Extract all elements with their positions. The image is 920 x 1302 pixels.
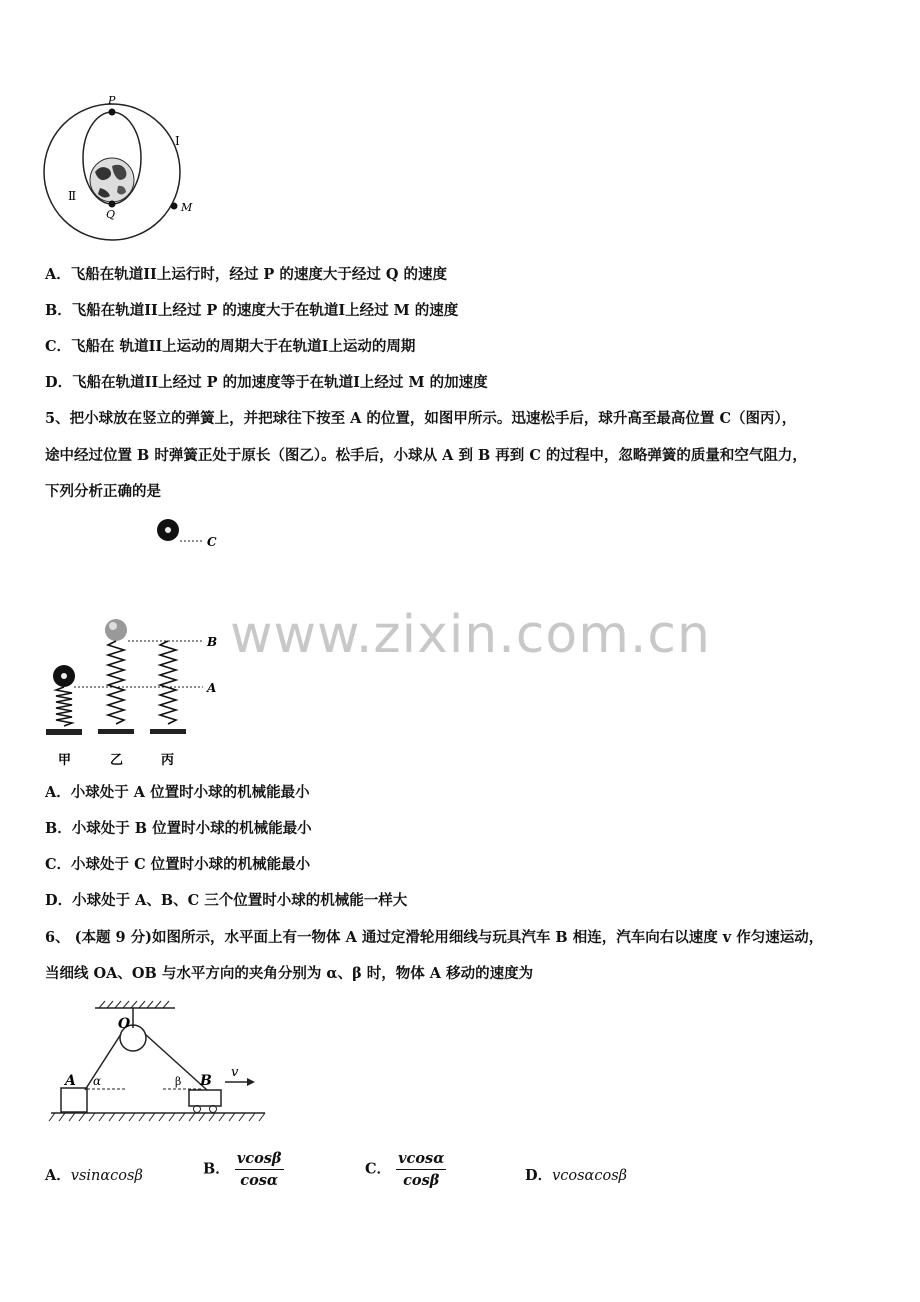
q5-stem-line-2: 途中经过位置 B 时弹簧正处于原长（图乙）。松手后，小球从 A 到 B 再到 C 的过程中，忽略弹簧的质量和空气阻力， bbox=[45, 447, 807, 464]
q4-option-a: A．飞船在轨道II上运行时，经过 P 的速度大于经过 Q 的速度 bbox=[45, 266, 448, 283]
q5-stem-line-3: 下列分析正确的是 bbox=[45, 483, 161, 500]
label-q: Q bbox=[106, 208, 116, 221]
q5-option-b: B．小球处于 B 位置时小球的机械能最小 bbox=[45, 820, 312, 837]
q6-option-a: A．vsinαcosβ bbox=[45, 1167, 143, 1184]
label-c: C bbox=[207, 535, 217, 549]
label-v: v bbox=[231, 1065, 239, 1080]
label-beta: β bbox=[175, 1075, 182, 1088]
q5-option-d: D．小球处于 A、B、C 三个位置时小球的机械能一样大 bbox=[45, 892, 408, 909]
label-bing: 丙 bbox=[161, 753, 175, 768]
label-yi: 乙 bbox=[110, 753, 124, 768]
q6-options bbox=[45, 1150, 745, 1200]
orbit-figure bbox=[40, 90, 210, 255]
label-p: P bbox=[108, 94, 116, 107]
label-orbit1: Ⅰ bbox=[175, 134, 180, 148]
pulley-figure bbox=[45, 998, 275, 1128]
earth-icon bbox=[90, 158, 134, 202]
label-jia: 甲 bbox=[58, 753, 72, 768]
q5-stem-line-1: 5、把小球放在竖立的弹簧上，并把球往下按至 A 的位置，如图甲所示。迅速松手后，球升高至最高位置 C（图丙）， bbox=[45, 410, 797, 427]
label-alpha: α bbox=[93, 1074, 102, 1088]
watermark: www.zixin.com.cn bbox=[230, 605, 711, 665]
label-orbit2: Ⅱ bbox=[68, 189, 77, 203]
q5-option-c: C．小球处于 C 位置时小球的机械能最小 bbox=[45, 856, 311, 873]
spring-figure bbox=[40, 510, 240, 775]
q6-option-c: C． $\frac{vcos\alpha}{\cos\beta}$ bbox=[365, 1150, 445, 1189]
q6-stem-line-2: 当细线 OA、OB 与水平方向的夹角分别为 α、β 时，物体 A 移动的速度为 bbox=[45, 965, 534, 982]
q5-option-a: A．小球处于 A 位置时小球的机械能最小 bbox=[45, 784, 310, 801]
label-o: O bbox=[118, 1016, 131, 1032]
label-car-b: B bbox=[200, 1073, 212, 1089]
q4-option-c: C．飞船在 轨道II上运动的周期大于在轨道I上运动的周期 bbox=[45, 338, 416, 355]
q6-option-b: B． $\frac{vcos\beta}{\cos\alpha}$ bbox=[203, 1150, 282, 1189]
label-b: B bbox=[207, 635, 218, 649]
label-block-a: A bbox=[65, 1073, 76, 1089]
label-m: M bbox=[181, 201, 193, 214]
q4-option-d: D．飞船在轨道II上经过 P 的加速度等于在轨道I上经过 M 的加速度 bbox=[45, 374, 488, 391]
q6-option-d: D．vcosαcosβ bbox=[525, 1167, 628, 1184]
q6-stem-line-1: 6、 (本题 9 分)如图所示，水平面上有一物体 A 通过定滑轮用细线与玩具汽车 B 相连，汽车向右以速度 v 作匀速运动， bbox=[45, 929, 824, 946]
q4-option-b: B．飞船在轨道II上经过 P 的速度大于在轨道I上经过 M 的速度 bbox=[45, 302, 459, 319]
label-a: A bbox=[207, 681, 217, 695]
